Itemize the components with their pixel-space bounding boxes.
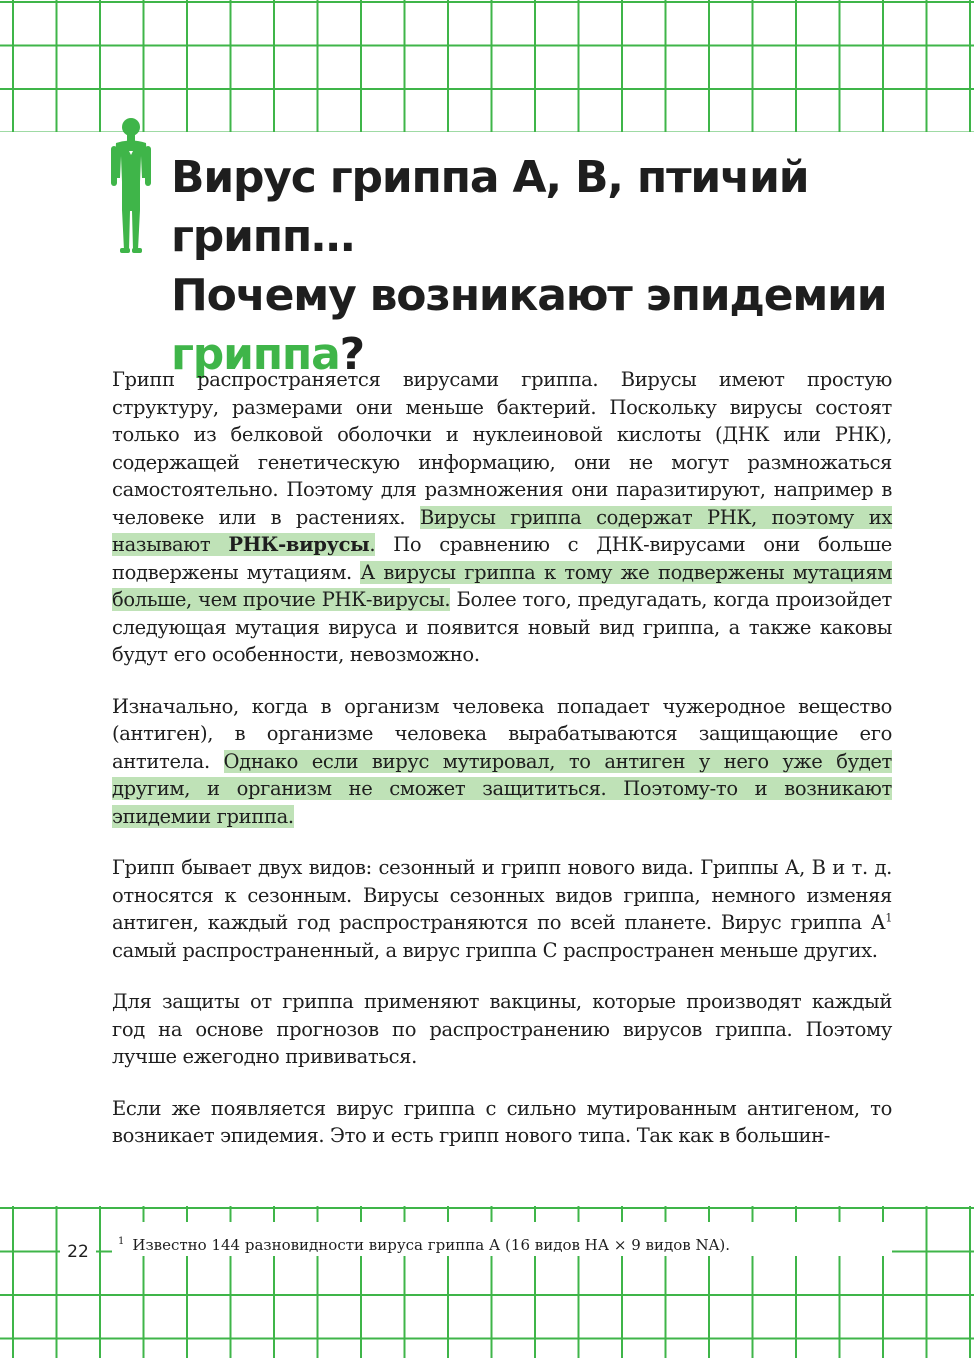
page-number: 22	[60, 1240, 96, 1264]
highlight-2: А вирусы гриппа к тому же подвержены мутациям больше, чем прочие РНК-вирусы.	[112, 560, 893, 611]
human-figure-icon	[108, 116, 154, 254]
footnote	[118, 1232, 888, 1255]
title-accent-word: гриппа	[171, 329, 340, 380]
footnote-mark: 1	[118, 1236, 125, 1247]
paragraph-5	[112, 1095, 892, 1150]
footnote-reference[interactable]: 1	[885, 911, 892, 925]
paragraph-4	[112, 988, 892, 1071]
article-body	[112, 366, 892, 1174]
paragraph-1-text-2: По сравнению с ДНК-вирусами они больше подвержены мутациям.	[112, 533, 893, 584]
paragraph-3-text-1: Грипп бывает двух видов: сезонный и грипп нового вида. Гриппы А, В и т. д. относятся к сезонным. Вирусы сезонных видов гриппа, немного изменяя антиген, каждый год распространяются по всей планете. Вирус гриппа А	[112, 856, 892, 934]
paragraph-4-text-1: Для защиты от гриппа применяют вакцины, которые производят каждый год на основе прогнозов по распространению вирусов гриппа. Поэтому лучше ежегодно прививаться.	[112, 990, 892, 1068]
paragraph-5-text-1: Если же появляется вирус гриппа с сильно мутированным антигеном, то возникает эпидемия. Это и есть грипп нового типа. Так как в большин-	[112, 1096, 892, 1147]
highlight-1-bold: РНК-вирусы	[228, 533, 370, 556]
page-title	[171, 148, 931, 384]
paragraph-2-text-1: Изначально, когда в организм человека попадает чужеродное вещество (антиген), в организме человека вырабатываются защищающие его антитела.	[112, 694, 892, 773]
footnote-text: Известно 144 разновидности вируса гриппа А (16 видов НА × 9 видов NA).	[132, 1236, 731, 1254]
title-line-2: Почему возникают эпидемии	[171, 270, 887, 321]
highlight-1-text: Вирусы гриппа содержат РНК, поэтому их называют	[112, 505, 892, 556]
paragraph-3-text-2: самый распространенный, а вирус гриппа С распространен меньше других.	[112, 938, 878, 962]
highlight-3: Однако если вирус мутировал, то антиген у него уже будет другим, и организм не сможет защититься. Поэтому-то и возникают эпидемии гриппа.	[112, 749, 892, 828]
paragraph-1-text-1: Грипп распространяется вирусами гриппа. Вирусы имеют простую структуру, размерами они меньше бактерий. Поскольку вирусы состоят только из белковой оболочки и нуклеиновой кислоты (ДНК или РНК), содержащей генетическую информацию, они не могут размножаться самостоятельно. Поэтому для размножения они паразитируют, например в человеке или в растениях.	[112, 368, 892, 529]
grid-background-top	[0, 0, 974, 132]
paragraph-3	[112, 854, 892, 964]
paragraph-1	[112, 366, 892, 669]
paragraph-2	[112, 693, 892, 831]
paragraph-1-text-3: Более того, предугадать, когда произойдет следующая мутация вируса и появится новый вид гриппа, а также каковы будут его особенности, невозможно.	[112, 588, 892, 666]
title-line-1: Вирус гриппа А, В, птичий грипп…	[171, 152, 809, 262]
highlight-1-end: .	[369, 533, 376, 556]
title-question-mark: ?	[339, 329, 364, 380]
